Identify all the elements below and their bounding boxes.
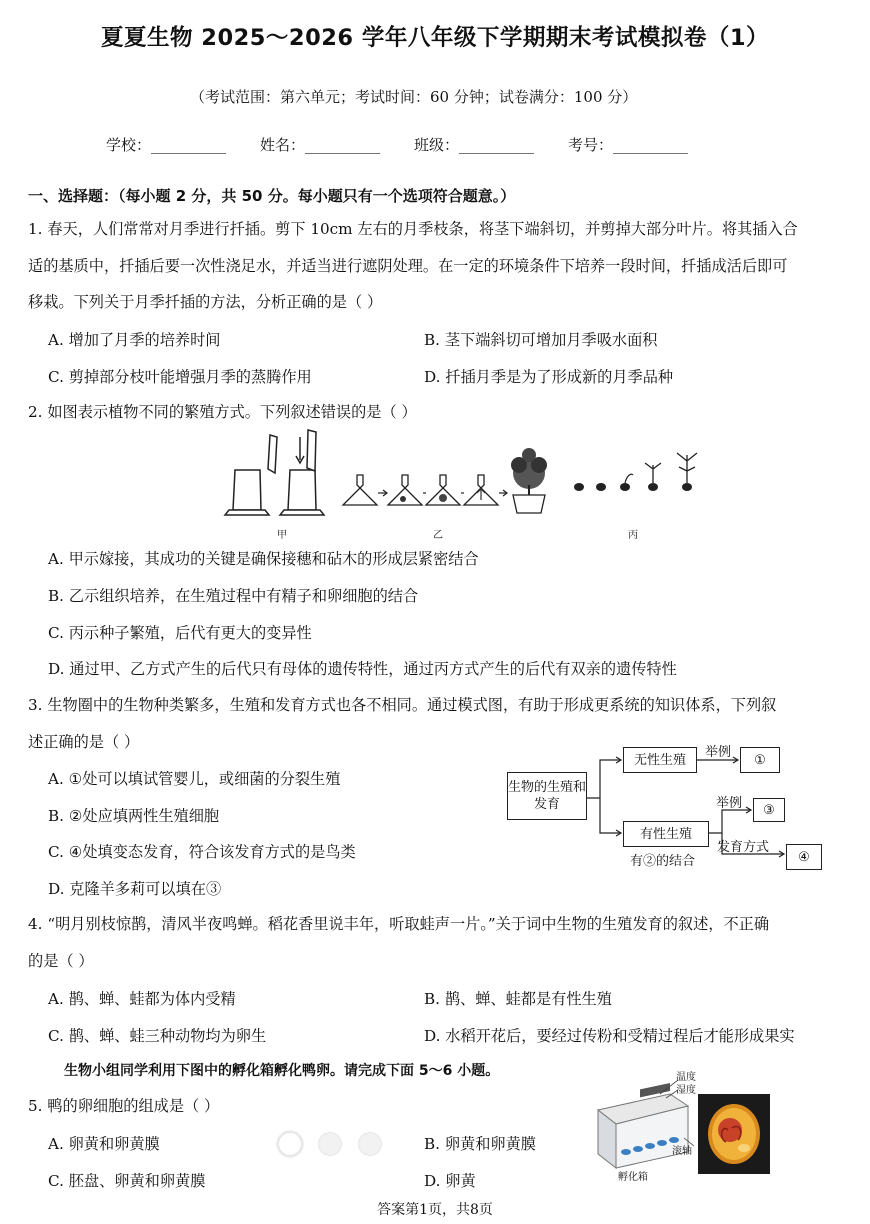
q4-option-b[interactable]: B. 鹊、蝉、蛙都是有性生殖 (424, 990, 612, 1008)
q1-stem-line-1: 1. 春天，人们常常对月季进行扦插。剪下 10cm 左右的月季枝条，将茎下端斜切，并剪掉大部分叶片。将其插入合 (28, 220, 798, 238)
exam-number-field: 考号：__________ (568, 136, 689, 154)
incubator-humidity-label: 湿度 (676, 1085, 696, 1096)
propagation-figure (215, 425, 705, 520)
q1-stem-line-2: 适的基质中，扦插后要一次性浇足水，并适当进行遮阴处理。在一定的环境条件下培养一段时间，扦插成活后即可 (28, 257, 788, 275)
q2-option-a[interactable]: A. 甲示嫁接，其成功的关键是确保接穗和砧木的形成层紧密结合 (48, 550, 479, 568)
incubator-roller-label: 滚轴 (672, 1146, 692, 1157)
q5-option-d[interactable]: D. 卵黄 (424, 1172, 476, 1190)
student-info-fields (106, 134, 826, 155)
q2-option-b[interactable]: B. 乙示组织培养，在生殖过程中有精子和卵细胞的结合 (48, 587, 419, 605)
figure-label-bing: 丙 (628, 530, 638, 541)
class-field: 班级：__________ (414, 136, 535, 154)
diagram-example-label-1: 举例 (705, 745, 732, 760)
q5-option-b[interactable]: B. 卵黄和卵黄膜 (424, 1135, 536, 1153)
q1-stem-line-3: 移栽。下列关于月季扦插的方法，分析正确的是（ ） (28, 293, 383, 311)
incubator-name-label: 孵化箱 (618, 1172, 648, 1183)
q3-option-c[interactable]: C. ④处填变态发育，符合该发育方式的是鸟类 (48, 843, 356, 861)
diagram-blank-4: ④ (786, 844, 822, 870)
diagram-root-box: 生物的生殖和发育 (507, 772, 587, 820)
diagram-blank-1: ① (740, 747, 780, 773)
figure-label-yi: 乙 (433, 530, 443, 541)
page-title: 夏夏生物 2025～2026 学年八年级下学期期末考试模拟卷（1） (100, 25, 770, 51)
q4-option-c[interactable]: C. 鹊、蝉、蛙三种动物均为卵生 (48, 1027, 267, 1045)
page-footer: 答案第1页，共8页 (377, 1202, 493, 1218)
diagram-sexual-box: 有性生殖 (623, 821, 709, 847)
q2-stem: 2. 如图表示植物不同的繁殖方式。下列叙述错误的是（ ） (28, 403, 417, 421)
name-field: 姓名：__________ (260, 136, 381, 154)
carousel-dot-1[interactable] (278, 1132, 302, 1156)
carousel-dot-2[interactable] (318, 1132, 342, 1156)
image-carousel-indicator[interactable] (278, 1132, 382, 1156)
diagram-develop-label: 发育方式 (717, 840, 770, 855)
q3-stem-line-1: 3. 生物圈中的生物种类繁多，生殖和发育方式也各不相同。通过模式图，有助于形成更系统的知识体系，下列叙 (28, 696, 777, 714)
q1-option-b[interactable]: B. 茎下端斜切可增加月季吸水面积 (424, 331, 658, 349)
q4-option-d[interactable]: D. 水稻开花后，要经过传粉和受精过程后才能形成果实 (424, 1027, 795, 1045)
q5-stem: 5. 鸭的卵细胞的组成是（ ） (28, 1097, 220, 1115)
carousel-dot-3[interactable] (358, 1132, 382, 1156)
school-field: 学校：__________ (106, 136, 227, 154)
q1-option-a[interactable]: A. 增加了月季的培养时间 (48, 331, 221, 349)
incubator-temp-label: 温度 (676, 1072, 696, 1083)
diagram-blank-3: ③ (753, 798, 785, 822)
q1-option-c[interactable]: C. 剪掉部分枝叶能增强月季的蒸腾作用 (48, 368, 312, 386)
q4-stem-line-2: 的是（ ） (28, 952, 94, 970)
diagram-example-label-2: 举例 (716, 796, 743, 811)
q3-stem-line-2: 述正确的是（ ） (28, 733, 140, 751)
q3-option-a[interactable]: A. ①处可以填试管婴儿，或细菌的分裂生殖 (48, 770, 341, 788)
q3-option-d[interactable]: D. 克隆羊多莉可以填在③ (48, 880, 222, 898)
section-heading: 一、选择题：（每小题 2 分，共 50 分。每小题只有一个选项符合题意。） (28, 187, 516, 205)
diagram-sexual-note: 有②的结合 (630, 854, 696, 869)
q5-option-a[interactable]: A. 卵黄和卵黄膜 (48, 1135, 160, 1153)
q4-option-a[interactable]: A. 鹊、蝉、蛙都为体内受精 (48, 990, 236, 1008)
q5-option-c[interactable]: C. 胚盘、卵黄和卵黄膜 (48, 1172, 206, 1190)
figure-label-jia: 甲 (277, 530, 287, 541)
exam-meta: （考试范围：第六单元；考试时间：60 分钟；试卷满分：100 分） (190, 88, 638, 106)
q3-option-b[interactable]: B. ②处应填两性生殖细胞 (48, 807, 220, 825)
q4-stem-line-1: 4. “明月别枝惊鹊，清风半夜鸣蝉。稻花香里说丰年，听取蛙声一片。”关于词中生物的生殖发育的叙述，不正确 (28, 915, 770, 933)
group-instruction: 生物小组同学利用下图中的孵化箱孵化鸭卵。请完成下面 5～6 小题。 (64, 1063, 500, 1079)
q2-option-d[interactable]: D. 通过甲、乙方式产生的后代只有母体的遗传特性，通过丙方式产生的后代有双亲的遗传特性 (48, 660, 677, 678)
q2-option-c[interactable]: C. 丙示种子繁殖，后代有更大的变异性 (48, 624, 312, 642)
q1-option-d[interactable]: D. 扦插月季是为了形成新的月季品种 (424, 368, 674, 386)
diagram-asexual-box: 无性生殖 (623, 747, 697, 773)
